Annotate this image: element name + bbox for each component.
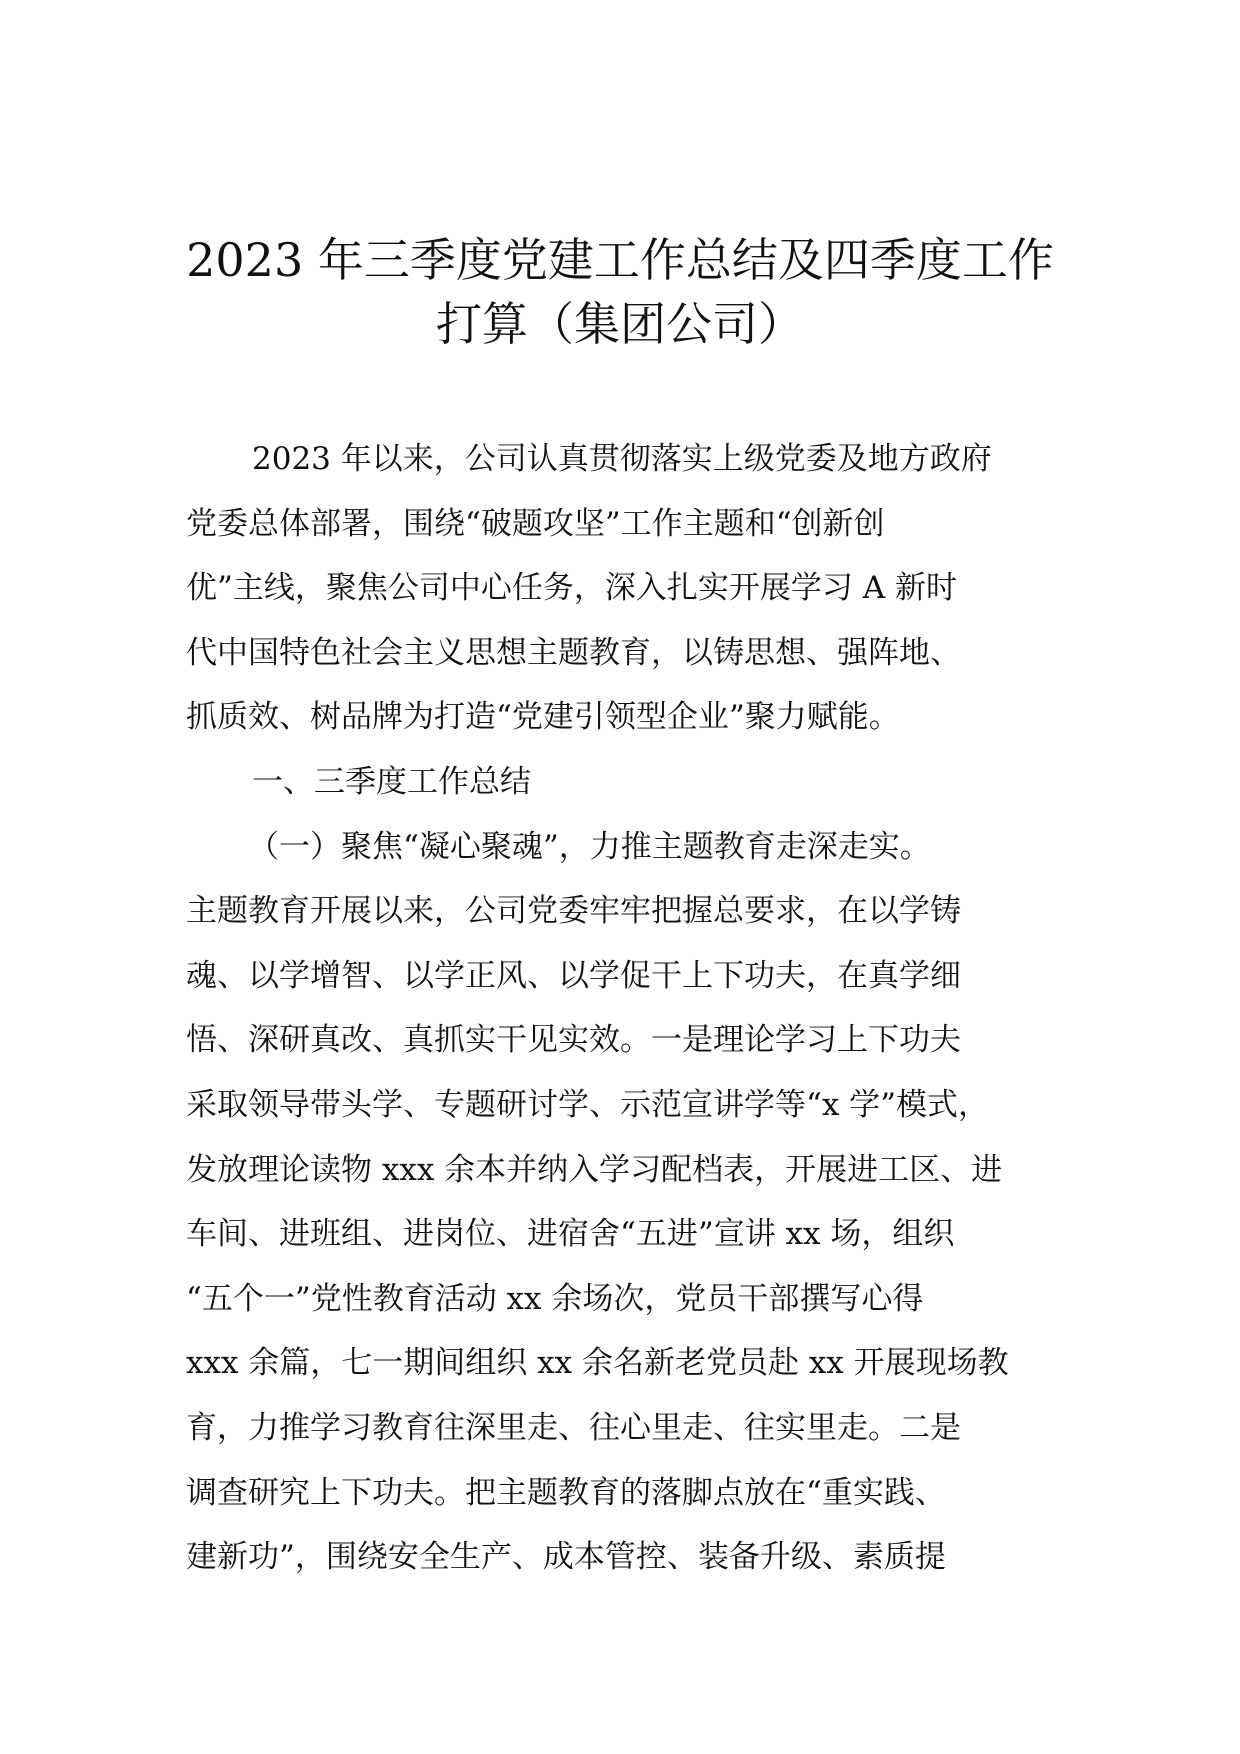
paragraph-line: 发放理论读物 xxx 余本并纳入学习配档表，开展进工区、进 [186, 1151, 1003, 1188]
document-body [186, 427, 1076, 1590]
paragraph-line: 车间、进班组、进岗位、进宿舍“五进”宣讲 xx 场，组织 [186, 1216, 955, 1253]
paragraph-intro-line: 党委总体部署，围绕“破题攻坚”工作主题和“创新创 [186, 505, 885, 542]
paragraph-line: 建新功”，围绕安全生产、成本管控、装备升级、素质提 [186, 1539, 946, 1576]
paragraph-intro-line: 抓质效、树品牌为打造“党建引领型企业”聚力赋能。 [186, 699, 900, 736]
paragraph-line: 育，力推学习教育往深里走、往心里走、往实里走。二是 [186, 1409, 961, 1446]
paragraph-line: 调查研究上下功夫。把主题教育的落脚点放在“重实践、 [186, 1474, 946, 1511]
paragraph-line: 魂、以学增智、以学正风、以学促干上下功夫，在真学细 [186, 957, 961, 994]
paragraph-intro-line: 代中国特色社会主义思想主题教育，以铸思想、强阵地、 [186, 634, 961, 671]
paragraph-intro-line: 优”主线，聚焦公司中心任务，深入扎实开展学习 A 新时 [186, 570, 957, 607]
paragraph-line: “五个一”党性教育活动 xx 余场次，党员干部撰写心得 [186, 1280, 924, 1317]
title-line: 打算（集团公司） [436, 297, 804, 351]
document-title [130, 228, 1110, 356]
subsection-heading: （一）聚焦“凝心聚魂”，力推主题教育走深走实。 [248, 828, 931, 865]
title-line: 2023 年三季度党建工作总结及四季度工作 [186, 233, 1054, 287]
paragraph-line: 采取领导带头学、专题研讨学、示范宣讲学等“x 学”模式， [186, 1086, 990, 1123]
paragraph-line: 主题教育开展以来，公司党委牢牢把握总要求，在以学铸 [186, 893, 961, 930]
section-heading: 一、三季度工作总结 [252, 763, 531, 800]
paragraph-line: 悟、深研真改、真抓实干见实效。一是理论学习上下功夫 [186, 1022, 961, 1059]
paragraph-intro-line: 2023 年以来，公司认真贯彻落实上级党委及地方政府 [252, 441, 992, 477]
paragraph-line: xxx 余篇，七一期间组织 xx 余名新老党员赴 xx 开展现场教 [186, 1345, 1009, 1382]
